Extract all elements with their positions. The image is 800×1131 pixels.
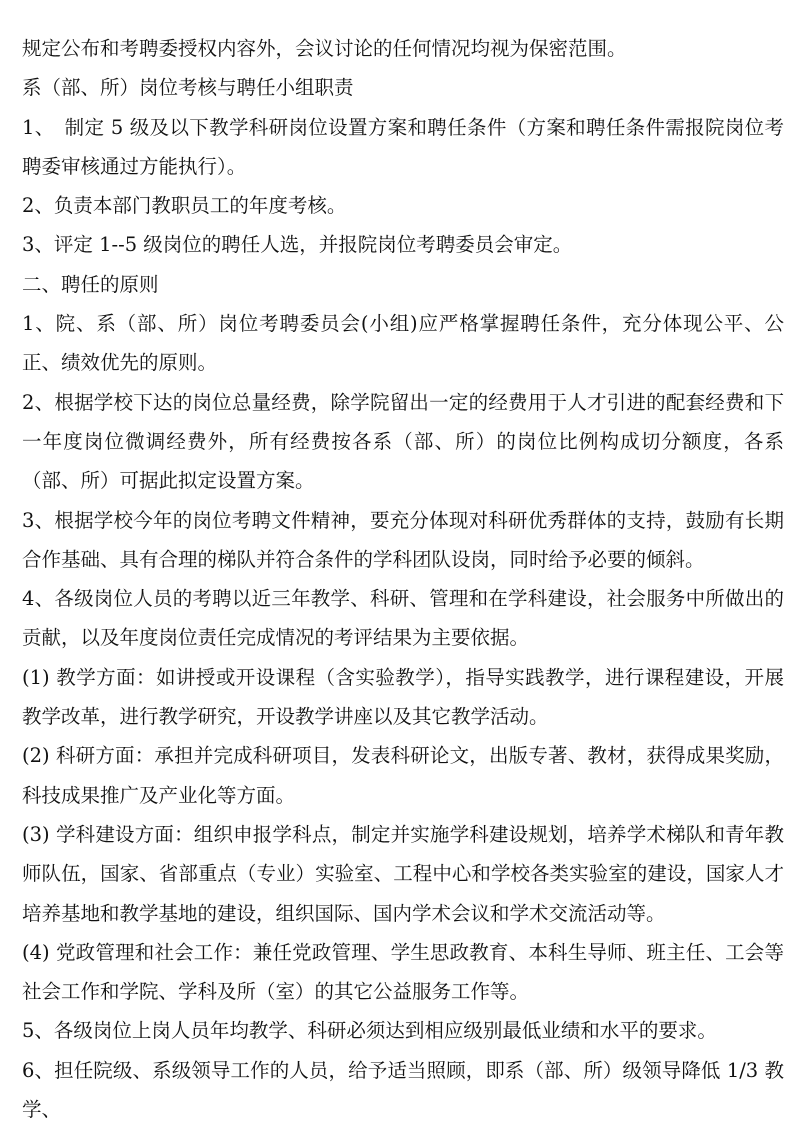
paragraph-discipline-building: (3) 学科建设方面：组织申报学科点，制定并实施学科建设规划，培养学术梯队和青年教师队伍，国家、省部重点（专业）实验室、工程中心和学校各类实验室的建设，国家人才培养基地和教学基地的建设，组织国际、国内学术会议和学术交流活动等。 xyxy=(22,822,784,925)
paragraph-confidentiality: 规定公布和考聘委授权内容外，会议讨论的任何情况均视为保密范围。 xyxy=(22,37,627,60)
paragraph-principle-6: 6、担任院级、系级领导工作的人员，给予适当照顾，即系（部、所）级领导降低 1/3 教学、 xyxy=(22,1058,784,1122)
paragraph-principle-2: 2、根据学校下达的岗位总量经费，除学院留出一定的经费用于人才引进的配套经费和下一年度岗位微调经费外，所有经费按各系（部、所）的岗位比例构成切分额度，各系（部、所）可据此拟定设置方案。 xyxy=(22,390,784,493)
paragraph-principle-4: 4、各级岗位人员的考聘以近三年教学、科研、管理和在学科建设，社会服务中所做出的贡献，以及年度岗位责任完成情况的考评结果为主要依据。 xyxy=(22,587,784,650)
document-page xyxy=(22,29,784,1129)
paragraph-party-admin: (4) 党政管理和社会工作：兼任党政管理、学生思政教育、本科生导师、班主任、工会等社会工作和学院、学科及所（室）的其它公益服务工作等。 xyxy=(22,940,784,1004)
paragraph-teaching: (1) 教学方面：如讲授或开设课程（含实验教学），指导实践教学，进行课程建设，开展教学改革，进行教学研究，开设教学讲座以及其它教学活动。 xyxy=(22,665,784,729)
section-heading-group-duties: 系（部、所）岗位考核与聘任小组职责 xyxy=(22,76,354,100)
paragraph-principle-5: 5、各级岗位上岗人员年均教学、科研必须达到相应级别最低业绩和水平的要求。 xyxy=(22,1019,717,1043)
paragraph-duty-2: 2、负责本部门教职员工的年度考核。 xyxy=(22,194,347,218)
paragraph-duty-3: 3、评定 1--5 级岗位的聘任人选，并报院岗位考聘委员会审定。 xyxy=(22,233,573,257)
paragraph-research: (2) 科研方面：承担并完成科研项目，发表科研论文，出版专著、教材，获得成果奖励，科技成果推广及产业化等方面。 xyxy=(22,744,784,807)
paragraph-duty-1: 1、 制定 5 级及以下教学科研岗位设置方案和聘任条件（方案和聘任条件需报院岗位考聘委审核通过方能执行）。 xyxy=(22,115,784,178)
paragraph-principle-3: 3、根据学校今年的岗位考聘文件精神，要充分体现对科研优秀群体的支持，鼓励有长期合作基础、具有合理的梯队并符合条件的学科团队设岗，同时给予必要的倾斜。 xyxy=(22,508,784,571)
paragraph-principle-1: 1、院、系（部、所）岗位考聘委员会(小组)应严格掌握聘任条件，充分体现公平、公正、绩效优先的原则。 xyxy=(22,312,784,375)
section-heading-principles: 二、聘任的原则 xyxy=(22,272,159,296)
